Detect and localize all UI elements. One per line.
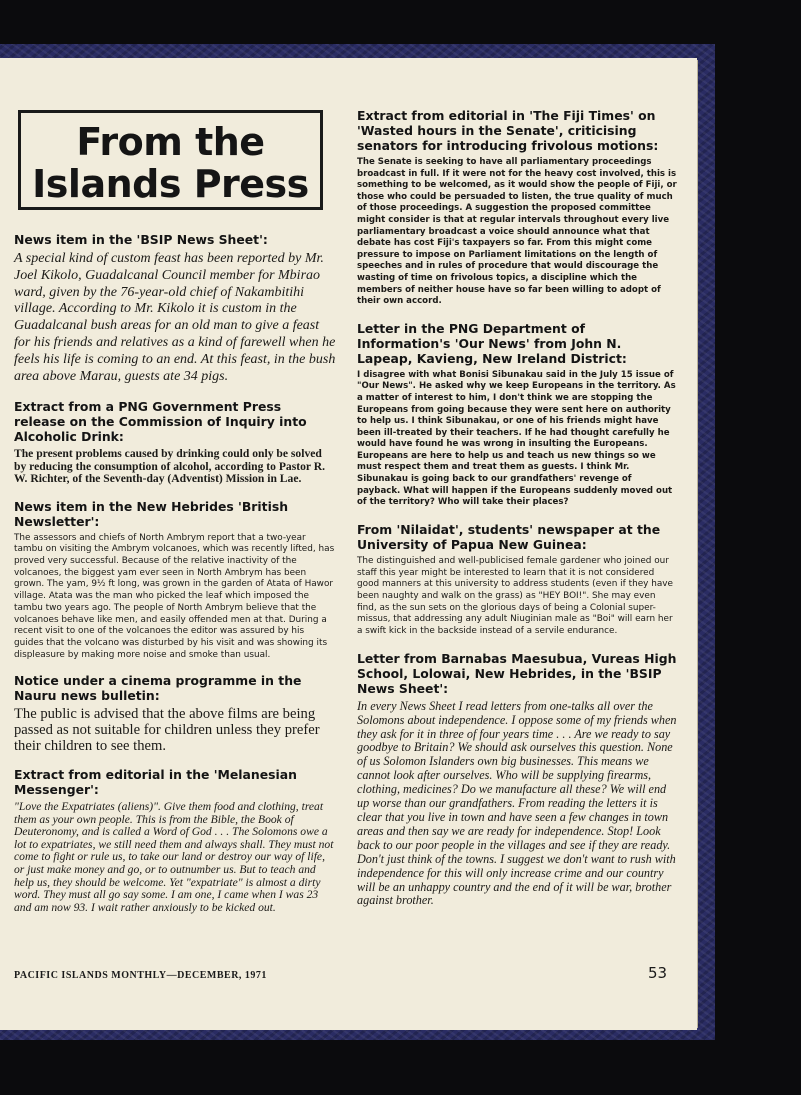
article-heading: From 'Nilaidat', students' newspaper at the University of Papua New Guinea: <box>357 521 661 552</box>
article-heading: News item in the 'BSIP News Sheet': <box>14 232 268 247</box>
article-body: "Love the Expatriates (aliens)". Give them food and clothing, treat them as your own people. This is from the Bible, the Book of Deuteronomy, and is called a Word of God . . . The Solomons owe a lot to expatriates, we still need them and always shall. They must not come to fight or rule us, to take our land or destroy our way of life, or just make money and go, or to outnumber us. But to teach and help us, they should be welcome. Yet "expatriate" is almost a dirty word. They must all go say some. I am one, I came when I was 23 and am now 93. I wait rather anxiously to be kicked out. <box>14 800 334 914</box>
article-our-news-letter <box>357 321 677 509</box>
page-number: 53 <box>648 964 668 982</box>
article-nauru-cinema <box>14 673 336 754</box>
masthead-line-2: Islands Press <box>32 162 309 206</box>
page-footer: PACIFIC ISLANDS MONTHLY—DECEMBER, 1971 <box>14 970 267 981</box>
article-heading: Extract from editorial in 'The Fiji Times' on 'Wasted hours in the Senate', criticising senators for introducing frivolous motions: <box>357 108 659 153</box>
article-melanesian-messenger <box>14 767 336 914</box>
article-body: I disagree with what Bonisi Sibunakau said in the July 15 issue of "Our News". He asked why we keep Europeans in the territory. As a matter of interest to him, I don't think we are stopping the Europeans from going because they were sent here on authority to help us. I think Sibunakau, or one of his friends might have been ill-treated by their teachers. If he had thought carefully he would have found he was wrong in insulting the Europeans. Europeans are here to help us and teach us new things so we must respect them and treat them as guests. I think Mr. Sibunakau is going back to our grandfathers' revenge of payback. What will happen if the Europeans suddenly moved out of the territory? Who will take their places? <box>357 369 676 508</box>
article-ambrym-yam <box>14 499 336 662</box>
article-bsip-feast <box>14 232 336 385</box>
article-heading: Extract from a PNG Government Press release on the Commission of Inquiry into Alcoholic Drink: <box>14 399 307 445</box>
article-body: A special kind of custom feast has been reported by Mr. Joel Kikolo, Guadalcanal Council member for Mbirao ward, given by the 76-year-old chief of Nakambitihi village. According to Mr. Kikolo it is custom in the Guadalcanal bush areas for an old man to give a feast for his friends and relatives as a kind of farewell when he feels his life is coming to an end. At this feast, in the bush area above Marau, guests ate 34 pigs. <box>14 251 336 384</box>
article-body: In every News Sheet I read letters from one-talks all over the Solomons about independence. I oppose some of my friends when they ask for it in three of four years time . . . Are we ready to say goodbye to Britain? We should ask ourselves this question. None of us Solomon Islanders own big businesses. This means we cannot look after ourselves. Who will be supplying firearms, clothing, medicines? Do we manufacture all these? We will end up worse than our grandfathers. From reading the letters it is clear that you live in town and have seen a few changes in town areas and then say we are ready for independence. Stop! Look back to our poor people in the villages and see if they are ready. Don't just think of the towns. I suggest we don't want to rush with independence for this will only increase crime and our country will be an unhappy country and the end of it will be war, brother against brother. <box>357 698 677 908</box>
right-column <box>357 108 677 908</box>
article-maesubua-letter <box>357 651 677 909</box>
masthead-box <box>18 110 323 210</box>
article-body: The distinguished and well-publicised female gardener who joined our staff this year might be interested to learn that it is not considered good manners at this university to address students (even if they have been naughty and walk on the grass) as "HEY BOI!". She may even find, as the sun sets on the glorious days of being a Colonial super-missus, that addressing any adult Niuginian male as "Boi" will earn her a swift kick in the backside instead of a servile endurance. <box>357 555 674 637</box>
article-heading: Letter from Barnabas Maesubua, Vureas High School, Lolowai, New Hebrides, in the 'BSIP News Sheet': <box>357 650 677 696</box>
article-body: The Senate is seeking to have all parliamentary proceedings broadcast in full. If it were not for the heavy cost involved, this is something to be welcomed, as it would show the people of Fiji, or those who could be persuaded to listen, the true quality of much of those proceedings. A suggestion the proposed committee might consider is that at regular intervals throughout every live parliamentary broadcast a voice should announce what that debate has cost Fiji's taxpayers so far. From this might come pressure to impose on Parliament limitations on the length of speeches and in rules of procedure that would discourage the wasting of time on frivolous topics, a discipline which the members of neither house have so far been willing to adopt of their own accord. <box>357 157 677 307</box>
article-body: The assessors and chiefs of North Ambrym report that a two-year tambu on visiting the Ambrym volcanoes, which was recently lifted, has proved very successful. Because of the relative inactivity of the volcanoes, the biggest yam ever seen in North Ambrym has been grown. The yam, 9½ ft long, was grown in the garden of Atata of Hawor village. Atata was the man who picked the leaf which imposed the tambu two years ago. The people of North Ambrym believe that the volcanoes behave like men, and easily offended men at that. During a recent visit to one of the volcanoes the editor was assured by his guides that the volcano was disturbed by his visit and was showing its displeasure by making more noise and smoke than usual. <box>14 532 335 660</box>
article-body: The public is advised that the above films are being passed as not suitable for children unless they prefer their children to see them. <box>14 706 320 754</box>
article-nilaidat <box>357 522 677 638</box>
article-heading: Extract from editorial in the 'Melanesian Messenger': <box>14 767 297 798</box>
article-body: The present problems caused by drinking could only be solved by reducing the consumption of alcohol, according to Pastor R. W. Richter, of the Seventh-day (Adventist) Mission in Lae. <box>14 447 325 486</box>
article-png-alcohol <box>14 399 336 485</box>
article-heading: News item in the New Hebrides 'British Newsletter': <box>14 498 289 529</box>
masthead-line-1: From the <box>76 120 265 164</box>
article-fiji-times <box>357 108 677 308</box>
left-column <box>14 110 336 914</box>
article-heading: Notice under a cinema programme in the Nauru news bulletin: <box>14 673 302 704</box>
article-heading: Letter in the PNG Department of Information's 'Our News' from John N. Lapeap, Kavieng, New Ireland District: <box>357 320 627 366</box>
magazine-page <box>0 58 697 1030</box>
